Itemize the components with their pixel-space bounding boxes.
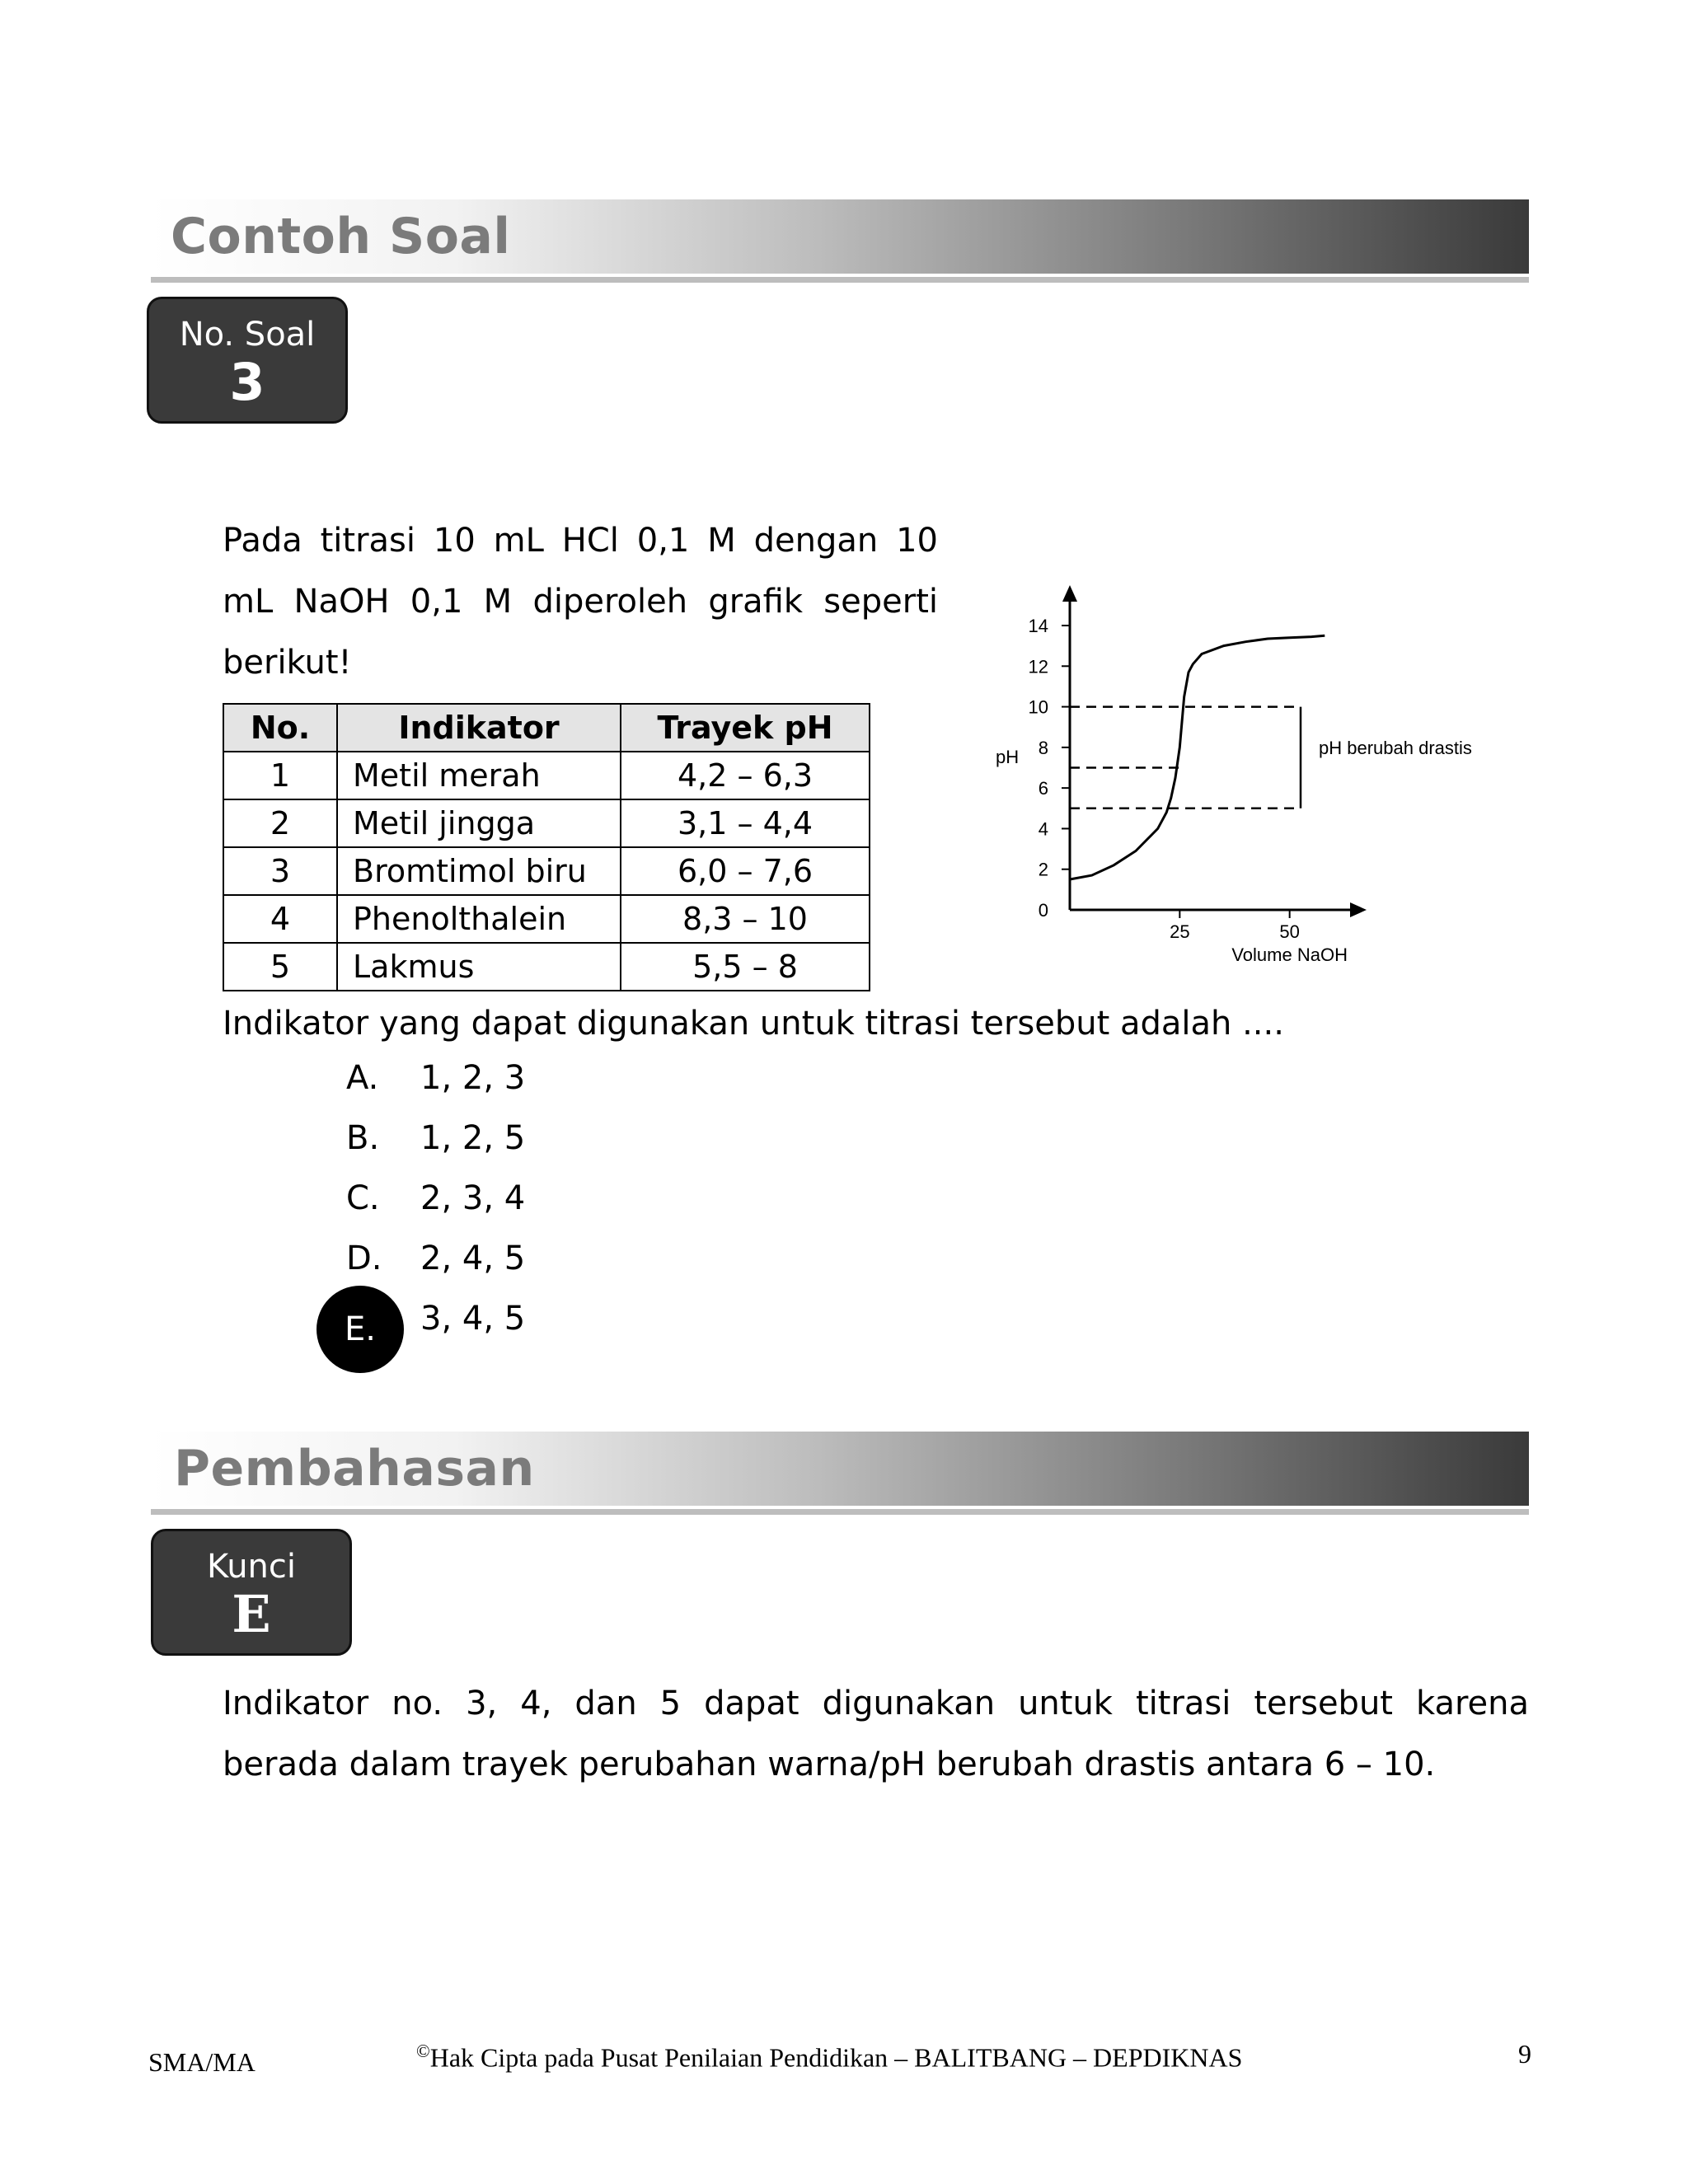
- table-cell: 2: [223, 799, 337, 847]
- table-row: [223, 847, 870, 895]
- question-line-1: Pada titrasi 10 mL HCl 0,1 M dengan 10: [223, 522, 938, 560]
- y-tick-label: 6: [1038, 778, 1048, 799]
- titration-curve: [1070, 635, 1325, 879]
- y-tick-label: 10: [1028, 696, 1048, 718]
- table-row: [223, 752, 870, 799]
- section-rule: [151, 277, 1529, 283]
- option-letter: A.: [346, 1059, 379, 1097]
- y-tick-label: 0: [1038, 900, 1048, 921]
- x-tick-label: 50: [1279, 921, 1300, 942]
- question-number-badge: [147, 297, 348, 424]
- table-cell: Metil jingga: [337, 799, 621, 847]
- table-cell: 1: [223, 752, 337, 799]
- x-tick-label: 25: [1170, 921, 1190, 942]
- table-row: [223, 799, 870, 847]
- titration-chart: [973, 577, 1533, 989]
- option-letter: C.: [346, 1179, 380, 1217]
- question-line-2: mL NaOH 0,1 M diperoleh grafik seperti: [223, 583, 938, 621]
- question-prompt: Indikator yang dapat digunakan untuk titrasi tersebut adalah ....: [223, 1005, 1284, 1043]
- chart-annotation: pH berubah drastis: [1319, 737, 1472, 758]
- table-cell: 6,0 – 7,6: [621, 847, 870, 895]
- table-cell: 3: [223, 847, 337, 895]
- x-axis-label: Volume NaOH: [1231, 944, 1348, 965]
- table-header: Trayek pH: [621, 704, 870, 752]
- option-value: 1, 2, 3: [420, 1059, 526, 1097]
- option-value: 3, 4, 5: [420, 1300, 526, 1338]
- option-value: 2, 3, 4: [420, 1179, 526, 1217]
- explanation-line-1: Indikator no. 3, 4, dan 5 dapat digunakan untuk titrasi tersebut karena: [223, 1685, 1529, 1722]
- table-cell: Bromtimol biru: [337, 847, 621, 895]
- option-letter: B.: [346, 1119, 380, 1157]
- table-header-row: [223, 704, 870, 752]
- section-title: Contoh Soal: [171, 208, 511, 265]
- badge-label: Kunci: [206, 1548, 297, 1586]
- explanation-line-2: berada dalam trayek perubahan warna/pH berubah drastis antara 6 – 10.: [223, 1746, 1436, 1783]
- y-tick-label: 14: [1028, 616, 1048, 636]
- footer-copyright-text: Hak Cipta pada Pusat Penilaian Pendidikan – BALITBANG – DEPDIKNAS: [429, 2042, 1243, 2073]
- table-cell: 4: [223, 895, 337, 943]
- table-cell: Lakmus: [337, 943, 621, 991]
- section-rule: [151, 1509, 1529, 1515]
- table-row: [223, 943, 870, 991]
- y-tick-label: 2: [1038, 859, 1048, 880]
- table-cell: 5,5 – 8: [621, 943, 870, 991]
- copyright-symbol: ©: [416, 2041, 430, 2061]
- indicator-table: [223, 703, 870, 991]
- x-axis-arrow: [1350, 902, 1367, 917]
- section-banner-contoh-soal: [151, 199, 1529, 274]
- section-banner-pembahasan: [151, 1432, 1529, 1506]
- badge-label: No. Soal: [179, 316, 316, 354]
- y-axis-label: pH: [996, 747, 1020, 767]
- badge-number: 3: [229, 352, 265, 412]
- table-row: [223, 895, 870, 943]
- answer-key-badge: [151, 1529, 352, 1656]
- table-cell: 8,3 – 10: [621, 895, 870, 943]
- table-cell: 3,1 – 4,4: [621, 799, 870, 847]
- option-letter: E.: [345, 1310, 376, 1348]
- footer-copyright: [416, 2041, 1242, 2074]
- table-header: Indikator: [337, 704, 621, 752]
- table-cell: Phenolthalein: [337, 895, 621, 943]
- y-tick-label: 8: [1038, 737, 1048, 758]
- footer-level: SMA/MA: [148, 2047, 256, 2077]
- table-cell: 5: [223, 943, 337, 991]
- option-value: 2, 4, 5: [420, 1240, 526, 1277]
- table-cell: Metil merah: [337, 752, 621, 799]
- option-value: 1, 2, 5: [420, 1119, 526, 1157]
- option-letter: D.: [346, 1240, 382, 1277]
- y-tick-label: 12: [1028, 656, 1048, 677]
- table-cell: 4,2 – 6,3: [621, 752, 870, 799]
- y-tick-label: 4: [1038, 818, 1048, 840]
- correct-answer-marker[interactable]: [316, 1286, 404, 1373]
- section-title: Pembahasan: [174, 1440, 535, 1497]
- y-axis-arrow: [1062, 585, 1077, 602]
- badge-answer-letter: E: [232, 1584, 271, 1644]
- table-header: No.: [223, 704, 337, 752]
- page-number: 9: [1518, 2039, 1531, 2069]
- question-line-3: berikut!: [223, 644, 352, 682]
